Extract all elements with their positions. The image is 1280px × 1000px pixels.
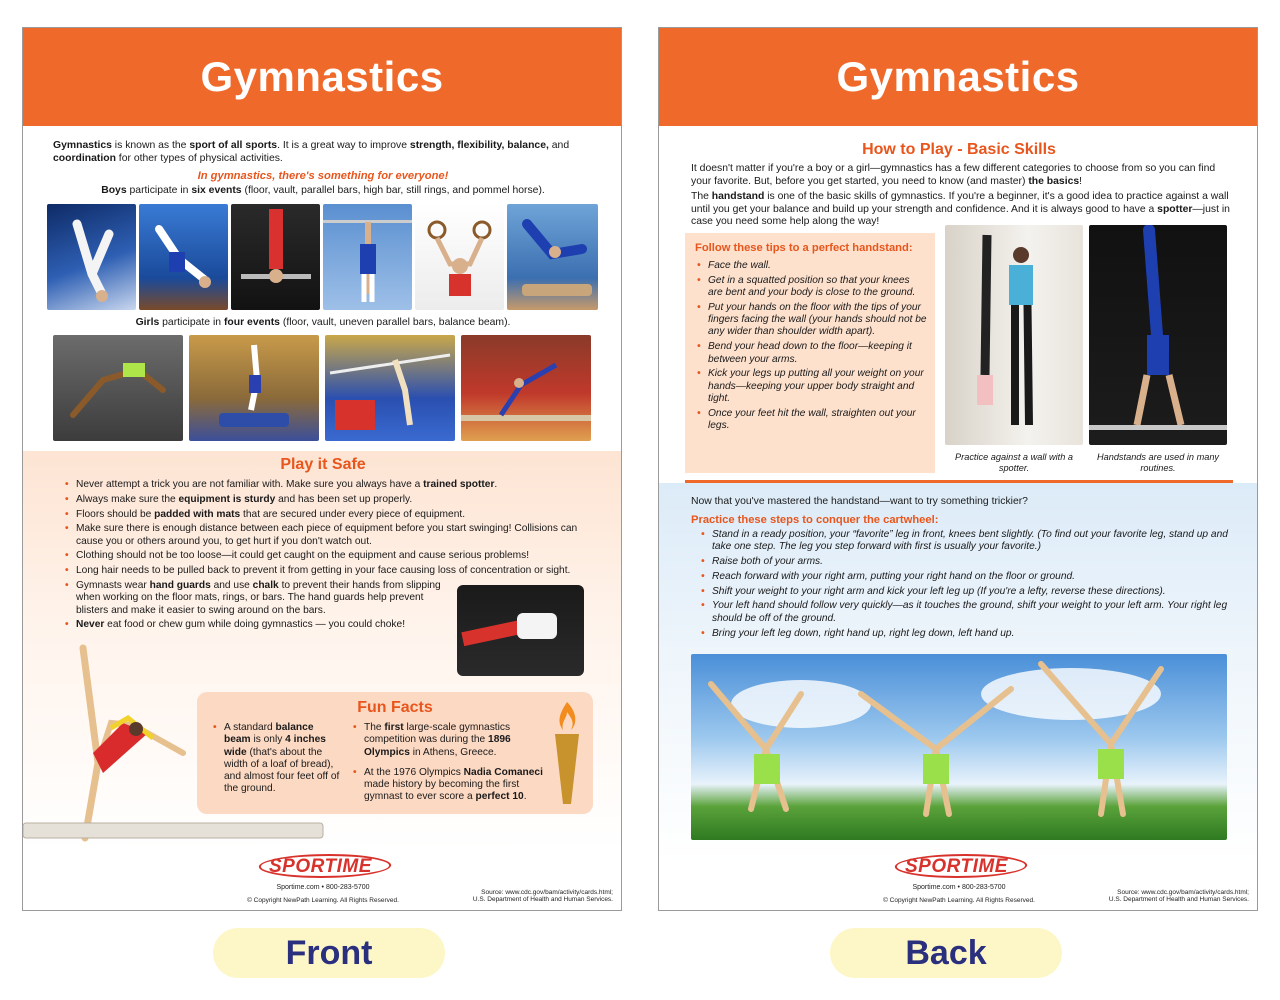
intro-text: for other types of physical activities. xyxy=(115,152,283,164)
list-item: • Reach forward with your right arm, putting your right hand on the floor or ground. xyxy=(699,571,1229,583)
source-line-2: U.S. Department of Health and Human Services. xyxy=(1108,896,1249,903)
list-item: • Floors should be padded with mats that are secured under every piece of equipment. xyxy=(63,509,593,521)
list-item: • Face the wall. xyxy=(695,260,927,272)
hand-guards-photo xyxy=(457,585,584,676)
sportime-logo: SPORTIME xyxy=(905,856,1008,877)
boys-photo-vault xyxy=(139,204,228,310)
source-line-1: Source: www.cdc.gov/bam/activity/cards.html; xyxy=(481,889,613,896)
wall-photo-caption: Practice against a wall with a spotter. xyxy=(955,452,1073,473)
list-item: • Gymnasts wear hand guards and use chalk to prevent their hands from slipping when working on the floor mats, rings, or bars. The hand guards help prevent blisters and make it easier to swing around on the bars. xyxy=(63,580,443,617)
source-line-2: U.S. Department of Health and Human Services. xyxy=(472,896,613,903)
boys-photo-pommel-horse xyxy=(507,204,598,310)
contact-info: Sportime.com • 800-283-5700 xyxy=(912,884,1006,891)
list-item: • Shift your weight to your right arm and kick your left leg up (If you're a lefty, reverse these directions). xyxy=(699,586,1229,598)
fun-facts-title: Fun Facts xyxy=(357,699,433,716)
intro-bold: strength, flexibility, balance, xyxy=(409,140,549,151)
front-label-pill xyxy=(213,928,445,978)
boys-text: participate in xyxy=(126,185,192,196)
gymnast-photo-caption: Handstands are used in many routines. xyxy=(1096,452,1220,473)
back-card xyxy=(658,27,1258,911)
copyright: © Copyright NewPath Learning. All Rights Reserved. xyxy=(247,897,399,904)
list-item: • Bend your head down to the floor—keeping it between your arms. xyxy=(695,341,927,366)
list-item: • At the 1976 Olympics Nadia Comaneci made history by becoming the first gymnast to ever score a perfect 10. xyxy=(351,767,551,804)
list-item: • A standard balance beam is only 4 inches wide (that's about the width of a loaf of bread), and almost four feet off of the ground. xyxy=(211,722,341,796)
boys-bold: six events xyxy=(191,185,242,196)
back-label-pill xyxy=(830,928,1062,978)
girls-bold: Girls xyxy=(135,317,160,328)
intro-text: and xyxy=(548,140,570,151)
list-item: • Put your hands on the floor with the tips of your fingers facing the wall (your hands should not be any wider than shoulder width apart). xyxy=(695,302,927,339)
intro-bold: Gymnastics xyxy=(53,140,112,151)
copyright: © Copyright NewPath Learning. All Rights Reserved. xyxy=(883,897,1035,904)
girls-text: participate in xyxy=(159,317,224,328)
fun-facts-list-left xyxy=(211,722,341,798)
list-item: • Never attempt a trick you are not familiar with. Make sure you always have a trained spotter. xyxy=(63,479,593,491)
front-card xyxy=(22,27,622,911)
girls-photo-uneven-bars xyxy=(325,335,455,441)
cartwheel-photo xyxy=(691,654,1227,840)
intro-text: . It is a great way to improve xyxy=(277,140,410,151)
handstand-paragraph: The handstand is one of the basic skills of gymnastics. If you're a beginner, it's a good idea to practice against a wall until you get your balance and build up your strength and confidence. And it is always good to have a spotter—just in case you need some help along the way! xyxy=(691,191,1230,227)
boys-events xyxy=(23,185,622,198)
boys-photo-still-rings xyxy=(415,204,504,310)
front-title-banner xyxy=(23,28,621,126)
handstand-tips-box xyxy=(685,233,935,473)
girls-photo-balance-beam xyxy=(461,335,591,441)
list-item: • Stand in a ready position, your “favorite” leg in front, knees bent slightly. (To find out your favorite leg, stand up and take one step. The leg you step forward with first is usually your favorite.) xyxy=(699,529,1229,554)
wall-handstand-photo xyxy=(945,225,1083,445)
list-item: • Raise both of your arms. xyxy=(699,556,1229,568)
sportime-logo: SPORTIME xyxy=(269,856,372,877)
list-item: • Bring your left leg down, right hand up, right leg down, left hand up. xyxy=(699,628,1229,640)
list-item: • Once your feet hit the wall, straighten out your legs. xyxy=(695,408,927,433)
list-item: • Long hair needs to be pulled back to prevent it from getting in your face causing loss of concentration or sight. xyxy=(63,565,593,577)
girls-events xyxy=(23,317,622,330)
boys-photo-floor xyxy=(47,204,136,310)
play-safe-title: Play it Safe xyxy=(280,456,366,473)
list-item: • The first large-scale gymnastics competition was during the 1896 Olympics in Athens, Greece. xyxy=(351,722,551,759)
torch-icon xyxy=(549,700,585,810)
boys-bold: Boys xyxy=(101,185,127,196)
girls-bold: four events xyxy=(223,317,280,328)
list-item: • Always make sure the equipment is sturdy and has been set up properly. xyxy=(63,494,593,506)
girls-photo-vault xyxy=(189,335,319,441)
boys-text: (floor, vault, parallel bars, high bar, still rings, and pommel horse). xyxy=(241,185,545,196)
gymnast-handstand-photo xyxy=(1089,225,1227,445)
back-label: Back xyxy=(905,933,987,972)
list-item: • Clothing should not be too loose—it could get caught on the equipment and cause serious problems! xyxy=(63,550,593,562)
list-item: • Make sure there is enough distance between each piece of equipment before you start swinging! Collisions can cause you or others around you, to get hurt if you don't watch out. xyxy=(63,523,593,548)
list-item: • Your left hand should follow very quickly—as it touches the ground, shift your weight to your left arm. Your right leg should be off of the ground. xyxy=(699,600,1229,625)
handstand-tips-list xyxy=(685,258,935,432)
contact-info: Sportime.com • 800-283-5700 xyxy=(276,884,370,891)
intro-bold: coordination xyxy=(53,152,116,164)
source-line-1: Source: www.cdc.gov/bam/activity/cards.html; xyxy=(1117,889,1249,896)
how-to-play-title: How to Play - Basic Skills xyxy=(862,141,1056,158)
how-intro-paragraph: It doesn't matter if you're a boy or a girl—gymnastics has a few different categories to choose from so you can find your favorite. But, before you get started, you need to know (and master) the basics! xyxy=(691,163,1216,187)
fun-facts-list-right xyxy=(351,722,551,806)
cartwheel-steps-list xyxy=(699,529,1229,642)
tagline: In gymnastics, there's something for everyone! xyxy=(197,170,449,182)
front-title: Gymnastics xyxy=(200,53,444,100)
list-item: • Kick your legs up putting all your weight on your hands—keeping your upper body straight and tight. xyxy=(695,368,927,405)
intro-paragraph xyxy=(53,140,593,165)
boys-photo-high-bar xyxy=(323,204,412,310)
front-label: Front xyxy=(285,933,373,972)
intro-bold: sport of all sports xyxy=(189,140,278,151)
girls-text: (floor, vault, uneven parallel bars, balance beam). xyxy=(279,317,511,328)
girls-photo-floor xyxy=(53,335,183,441)
cartwheel-intro: Now that you've mastered the handstand—want to try something trickier? xyxy=(691,496,1028,507)
fun-facts-box xyxy=(197,692,593,814)
boys-photo-parallel-bars xyxy=(231,204,320,310)
list-item: • Never eat food or chew gum while doing gymnastics — you could choke! xyxy=(63,619,443,631)
list-item: • Get in a squatted position so that your knees are bent and your body is close to the ground. xyxy=(695,275,927,300)
cartwheel-title: Practice these steps to conquer the cartwheel: xyxy=(691,514,939,526)
back-title-banner xyxy=(659,28,1257,126)
back-title: Gymnastics xyxy=(836,53,1080,100)
intro-text: is known as the xyxy=(111,140,190,151)
handstand-tips-title: Follow these tips to a perfect handstand: xyxy=(695,242,913,254)
